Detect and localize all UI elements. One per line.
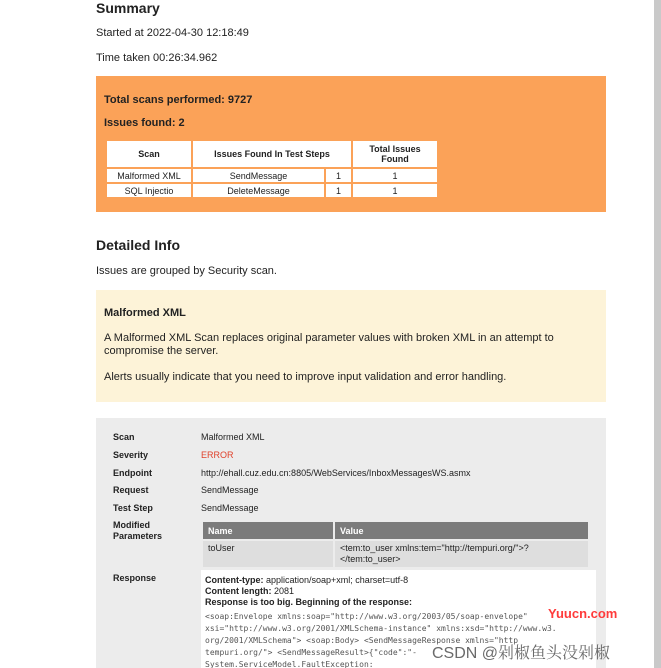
site-watermark: Yuucn.com [548, 606, 618, 621]
col-name: Name [202, 521, 334, 540]
endpoint-value: http://ehall.cuz.edu.cn:8805/WebServices/InboxMessagesWS.asmx [201, 468, 471, 478]
table-row [202, 540, 589, 568]
scan-label: Scan [113, 432, 135, 442]
params-header [202, 521, 589, 540]
issues-found: Issues found: 2 [104, 117, 185, 129]
request-value: SendMessage [201, 485, 259, 495]
detailed-info-title: Detailed Info [96, 237, 181, 253]
cell-step: SendMessage [193, 169, 324, 182]
test-step-value: SendMessage [201, 503, 259, 513]
response-code: <soap:Envelope xmlns:soap="http://www.w3.org/2003/05/soap-envelope" xsi="http://www.w3.org/2001/XMLSchema-instance" xmlns:xsd="http://www.w3. org/2001/XMLSchema"> <soap:Body> <SendMessageResponse xmlns="http tempuri.org/"> <SendMessageResult>{"code":"- System.ServiceModel.FaultException: [205, 612, 557, 668]
alerts-note: Alerts usually indicate that you need to improve input validation and error handling. [104, 371, 507, 383]
content-length: Content length: 2081 [205, 586, 295, 596]
response-too-big: Response is too big. Beginning of the response: [205, 597, 413, 607]
col-scan: Scan [107, 141, 191, 167]
report-page [80, 0, 654, 668]
modified-params-label: Modified Parameters [113, 520, 163, 541]
cell-count: 1 [326, 184, 351, 197]
scan-type-title: Malformed XML [104, 307, 186, 319]
response-label: Response [113, 573, 157, 583]
summary-title: Summary [96, 0, 160, 16]
table-row [107, 184, 437, 197]
scan-summary-box [96, 76, 606, 212]
scan-description-box [96, 290, 606, 402]
content-type: Content-type: application/soap+xml; charset=utf-8 [205, 575, 409, 585]
scan-value: Malformed XML [201, 432, 265, 442]
cell-total: 1 [353, 169, 437, 182]
test-step-label: Test Step [113, 503, 153, 513]
param-name: toUser [202, 540, 334, 568]
scrollbar[interactable] [654, 0, 661, 668]
csdn-watermark: CSDN @剁椒鱼头没剁椒 [432, 645, 611, 662]
issue-detail-panel [96, 418, 606, 668]
request-label: Request [113, 485, 149, 495]
col-issues-steps: Issues Found In Test Steps [193, 141, 351, 167]
param-value: <tem:to_user xmlns:tem="http://tempuri.org/">?</tem:to_user> [334, 540, 589, 568]
cell-step: DeleteMessage [193, 184, 324, 197]
col-total-issues: Total Issues Found [353, 141, 437, 167]
scan-description: A Malformed XML Scan replaces original parameter values with broken XML in an attempt to compromise the server. [104, 332, 554, 357]
cell-scan: Malformed XML [107, 169, 191, 182]
col-value: Value [334, 521, 589, 540]
cell-total: 1 [353, 184, 437, 197]
params-table [201, 520, 590, 569]
cell-count: 1 [326, 169, 351, 182]
cell-scan: SQL Injectio [107, 184, 191, 197]
severity-value: ERROR [201, 450, 234, 460]
started-at: Started at 2022-04-30 12:18:49 [96, 27, 249, 39]
table-row [107, 169, 437, 182]
left-margin [0, 0, 80, 668]
severity-label: Severity [113, 450, 149, 460]
endpoint-label: Endpoint [113, 468, 152, 478]
time-taken: Time taken 00:26:34.962 [96, 52, 218, 64]
scan-table-header [107, 141, 437, 167]
scan-table [105, 139, 439, 199]
grouped-note: Issues are grouped by Security scan. [96, 265, 277, 277]
total-scans: Total scans performed: 9727 [104, 94, 253, 106]
